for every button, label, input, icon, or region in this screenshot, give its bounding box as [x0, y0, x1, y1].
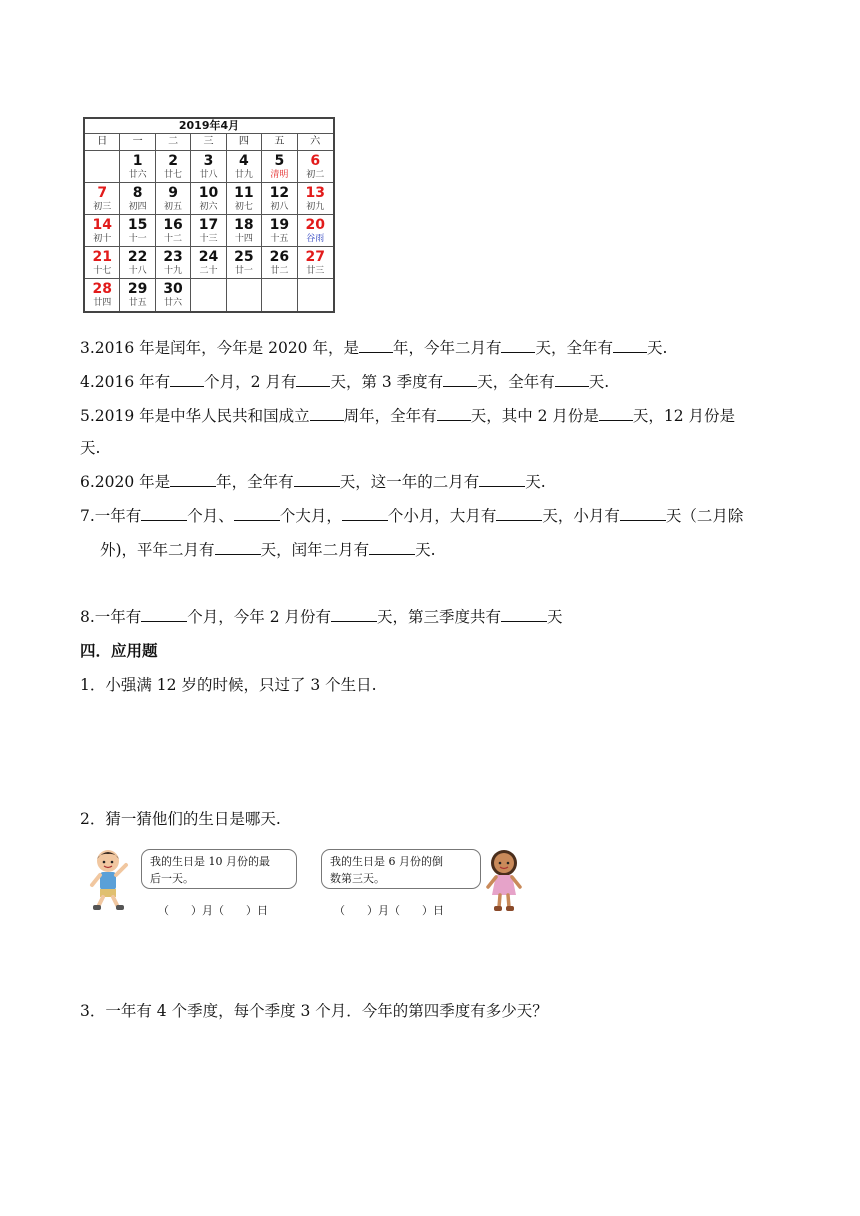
calendar-lunar-date: 十一 [128, 234, 147, 244]
weekday-header: 日 [85, 134, 120, 151]
calendar-day-cell [298, 247, 333, 279]
question-5-cont: 天. [80, 439, 101, 457]
answer-blank[interactable] [501, 607, 547, 622]
answer-blank[interactable] [501, 338, 535, 353]
calendar-day-number: 7 [97, 185, 108, 201]
answer-blank[interactable] [437, 406, 471, 421]
calendar-day-cell [156, 183, 191, 215]
calendar-day-number: 8 [132, 185, 143, 201]
calendar-lunar-date: 十四 [234, 234, 253, 244]
question-8: 8.一年有 个月，今年 2 月份有 天，第三季度共有 天 [80, 608, 563, 626]
answer-blank[interactable] [294, 472, 340, 487]
boy-answer-blank[interactable]: （ ）月（ ）日 [158, 904, 268, 917]
answer-blank[interactable] [359, 338, 393, 353]
weekday-header: 六 [298, 134, 333, 151]
calendar-day-number: 3 [203, 153, 214, 169]
answer-blank[interactable] [170, 372, 204, 387]
calendar-day-number: 1 [132, 153, 143, 169]
calendar-day-cell [156, 151, 191, 183]
calendar-day-cell [85, 183, 120, 215]
calendar-grid [85, 134, 333, 311]
calendar-lunar-date: 廿四 [93, 298, 112, 308]
birthday-illustration [84, 845, 534, 920]
calendar-day-cell [227, 247, 262, 279]
calendar-day-number: 15 [127, 217, 148, 233]
calendar-day-number [85, 151, 119, 152]
calendar-day-cell [227, 183, 262, 215]
weekday-header: 四 [227, 134, 262, 151]
calendar-day-cell [120, 279, 155, 311]
calendar-day-cell [227, 215, 262, 247]
calendar-day-number: 19 [269, 217, 290, 233]
calendar-lunar-date: 十九 [164, 266, 183, 276]
calendar-lunar-date: 十三 [199, 234, 218, 244]
applied-question-1: 1．小强满 12 岁的时候，只过了 3 个生日. [80, 676, 377, 694]
calendar-day-number [262, 279, 296, 280]
calendar-day-number: 16 [163, 217, 183, 233]
calendar-day-number: 10 [198, 185, 219, 201]
calendar-day-cell [120, 215, 155, 247]
answer-blank[interactable] [310, 406, 344, 421]
calendar-day-cell [298, 279, 333, 311]
calendar-day-cell [298, 151, 333, 183]
calendar-day-number: 23 [163, 249, 183, 265]
calendar-day-cell [85, 279, 120, 311]
calendar-day-cell [227, 151, 262, 183]
calendar-lunar-date: 初十 [93, 234, 112, 244]
girl-answer-blank[interactable]: （ ）月（ ）日 [334, 904, 444, 917]
calendar-day-cell [262, 279, 297, 311]
boy-speech-bubble: 我的生日是 10 月份的最 后一天。 [141, 849, 297, 889]
calendar-lunar-date: 十二 [164, 234, 183, 244]
weekday-header: 三 [191, 134, 226, 151]
applied-question-2: 2．猜一猜他们的生日是哪天. [80, 810, 281, 828]
answer-blank[interactable] [234, 506, 280, 521]
calendar-day-number: 21 [92, 249, 112, 265]
question-4: 4.2016 年有 个月，2 月有 天，第 3 季度有 天，全年有 天. [80, 373, 610, 391]
calendar-day-number: 13 [305, 185, 326, 201]
calendar-day-number: 28 [92, 281, 112, 297]
calendar-day-number [227, 279, 261, 280]
calendar-day-number: 17 [198, 217, 219, 233]
question-7-cont: 外)，平年二月有 天，闰年二月有 天. [100, 541, 436, 559]
calendar-lunar-date: 初八 [270, 202, 289, 212]
calendar-lunar-date: 谷雨 [306, 234, 325, 244]
calendar-day-cell [227, 279, 262, 311]
calendar-title: 2019年4月 [85, 119, 333, 134]
answer-blank[interactable] [141, 607, 187, 622]
question-7: 7.一年有 个月、 个大月， 个小月，大月有 天，小月有 天（二月除 [80, 507, 744, 525]
calendar-lunar-date: 廿五 [128, 298, 147, 308]
calendar-day-cell [262, 151, 297, 183]
calendar-day-number: 11 [234, 185, 254, 201]
answer-blank[interactable] [215, 540, 261, 555]
answer-blank[interactable] [369, 540, 415, 555]
calendar-lunar-date: 初三 [93, 202, 112, 212]
calendar-lunar-date: 廿九 [234, 170, 253, 180]
calendar-day-number: 20 [305, 217, 326, 233]
answer-blank[interactable] [479, 472, 525, 487]
calendar-day-cell [262, 183, 297, 215]
section-title: 四．应用题 [80, 642, 158, 660]
calendar-day-cell [120, 247, 155, 279]
answer-blank[interactable] [342, 506, 388, 521]
answer-blank[interactable] [599, 406, 633, 421]
calendar-lunar-date: 初六 [199, 202, 218, 212]
calendar-day-number: 27 [305, 249, 326, 265]
calendar-lunar-date: 初七 [234, 202, 253, 212]
calendar-lunar-date: 十五 [270, 234, 289, 244]
calendar-day-number: 9 [168, 185, 178, 201]
calendar-lunar-date: 十七 [93, 266, 112, 276]
answer-blank[interactable] [620, 506, 666, 521]
calendar-lunar-date: 初九 [306, 202, 325, 212]
answer-blank[interactable] [170, 472, 216, 487]
question-6: 6.2020 年是 年，全年有 天，这一年的二月有 天. [80, 473, 546, 491]
calendar-day-cell [191, 183, 226, 215]
calendar-lunar-date: 廿七 [164, 170, 183, 180]
calendar-day-cell [85, 151, 120, 183]
weekday-header: 五 [262, 134, 297, 151]
calendar-lunar-date: 初五 [164, 202, 183, 212]
answer-blank[interactable] [555, 372, 589, 387]
question-5: 5.2019 年是中华人民共和国成立 周年，全年有 天，其中 2 月份是 天，12 月份是 [80, 407, 736, 425]
calendar-day-number: 25 [234, 249, 254, 265]
calendar-day-cell [262, 247, 297, 279]
answer-blank[interactable] [296, 372, 330, 387]
calendar-day-cell [156, 279, 191, 311]
calendar-day-number: 12 [269, 185, 290, 201]
calendar-lunar-date: 廿三 [306, 266, 325, 276]
calendar-day-number [191, 279, 225, 280]
calendar-day-number: 18 [234, 217, 254, 233]
boy-icon [86, 847, 130, 913]
calendar-lunar-date: 廿二 [270, 266, 289, 276]
calendar-day-cell [298, 215, 333, 247]
answer-blank[interactable] [331, 607, 377, 622]
calendar-day-number: 2 [168, 153, 178, 169]
girl-icon [482, 847, 526, 913]
calendar-day-cell [85, 247, 120, 279]
calendar-day-cell [191, 215, 226, 247]
calendar-day-cell [120, 183, 155, 215]
calendar-day-cell [262, 215, 297, 247]
girl-speech-bubble: 我的生日是 6 月份的倒 数第三天。 [321, 849, 481, 889]
calendar-day-cell [298, 183, 333, 215]
question-3: 3.2016 年是闰年，今年是 2020 年，是 年，今年二月有 天，全年有 天. [80, 339, 668, 357]
calendar-day-number: 5 [274, 153, 285, 169]
answer-blank[interactable] [496, 506, 542, 521]
weekday-header: 二 [156, 134, 191, 151]
calendar-day-number: 4 [239, 153, 249, 169]
calendar-day-number: 6 [310, 153, 321, 169]
calendar-day-cell [156, 215, 191, 247]
calendar-day-number: 30 [163, 281, 183, 297]
calendar-lunar-date: 廿六 [128, 170, 147, 180]
answer-blank[interactable] [613, 338, 647, 353]
calendar-day-cell [85, 215, 120, 247]
calendar-day-number: 26 [269, 249, 290, 265]
calendar-lunar-date: 二十 [199, 266, 218, 276]
calendar-lunar-date: 廿八 [199, 170, 218, 180]
calendar-day-cell [191, 247, 226, 279]
answer-blank[interactable] [443, 372, 477, 387]
calendar-day-cell [120, 151, 155, 183]
calendar-image [83, 117, 335, 313]
weekday-header: 一 [120, 134, 155, 151]
calendar-lunar-date: 十八 [128, 266, 147, 276]
calendar-day-cell [191, 151, 226, 183]
calendar-lunar-date: 初四 [128, 202, 147, 212]
calendar-day-number: 24 [198, 249, 219, 265]
calendar-day-number: 14 [92, 217, 112, 233]
calendar-day-cell [156, 247, 191, 279]
calendar-lunar-date: 廿一 [234, 266, 253, 276]
calendar-lunar-date: 清明 [270, 170, 289, 180]
calendar-day-number [298, 279, 333, 280]
calendar-day-cell [191, 279, 226, 311]
calendar-lunar-date: 初二 [306, 170, 325, 180]
applied-question-3: 3．一年有 4 个季度，每个季度 3 个月．今年的第四季度有多少天？ [80, 1002, 548, 1020]
answer-blank[interactable] [141, 506, 187, 521]
calendar-lunar-date: 廿六 [164, 298, 183, 308]
calendar-day-number: 22 [127, 249, 148, 265]
calendar-day-number: 29 [127, 281, 148, 297]
